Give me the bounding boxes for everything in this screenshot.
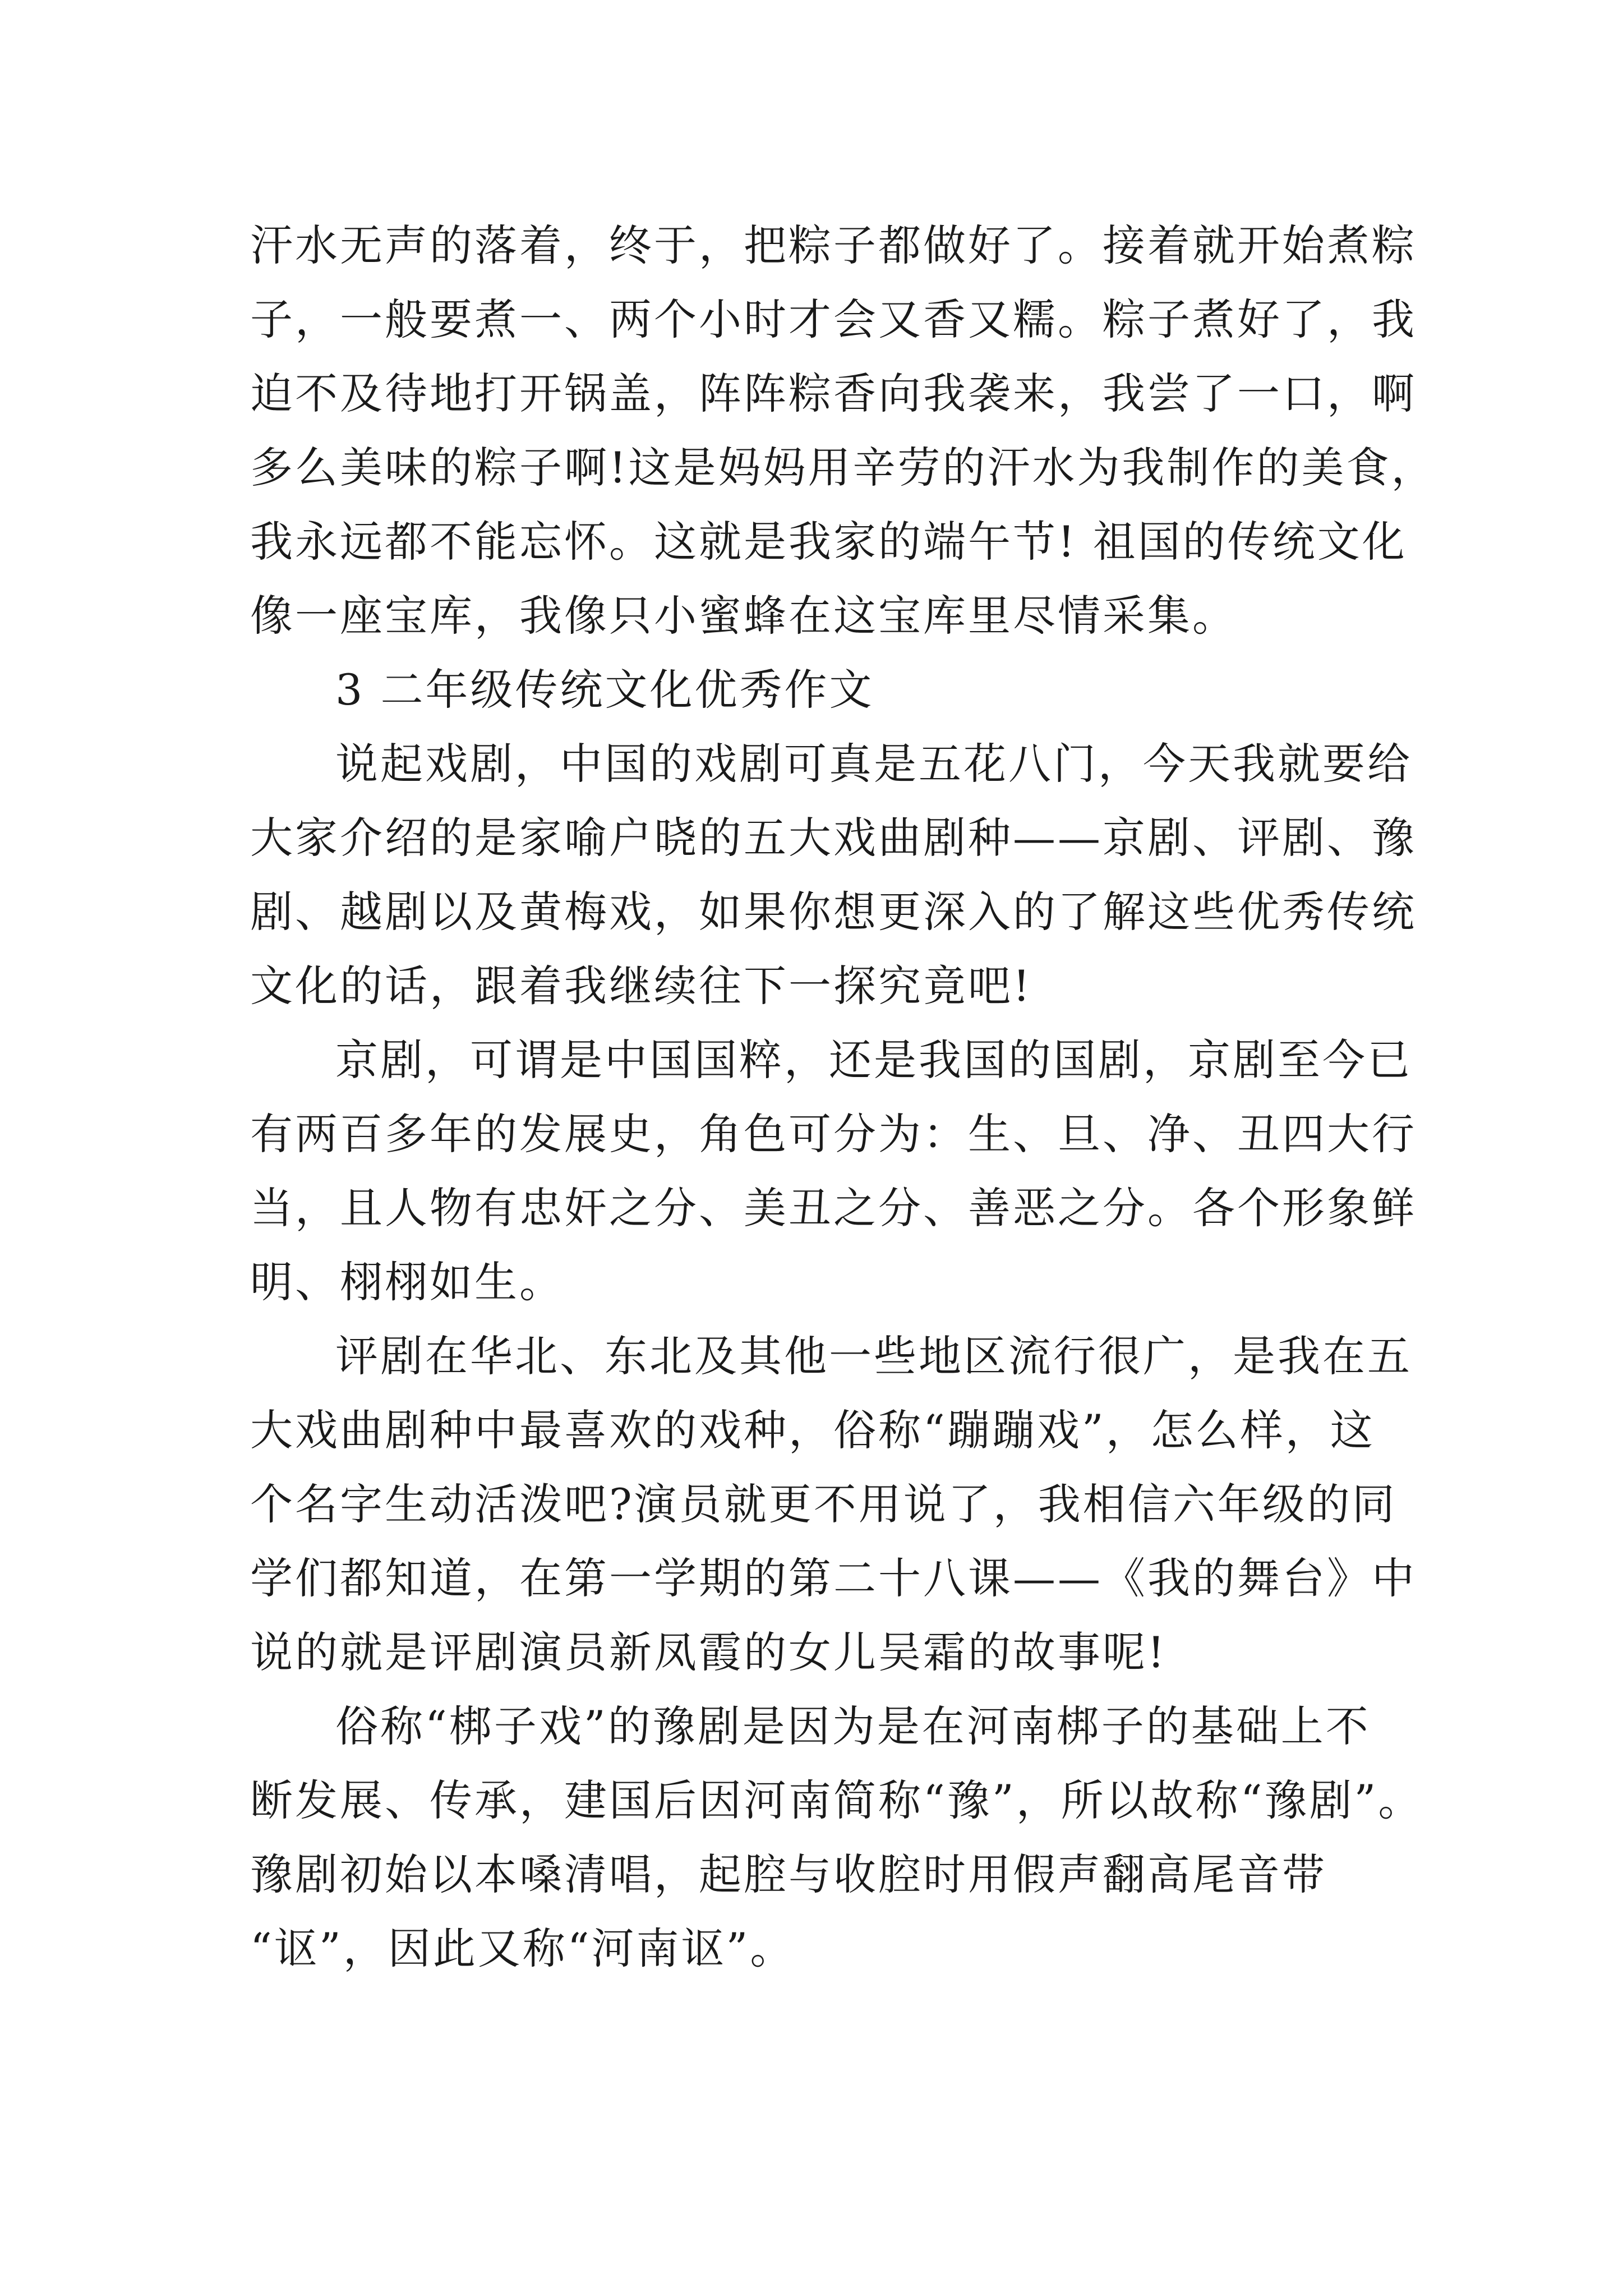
text-line: 像一座宝库，我像只小蜜蜂在这宝库里尽情采集。	[250, 591, 1237, 641]
paragraph-first-line: 评剧在华北、东北及其他一些地区流行很广，是我在五	[335, 1331, 1412, 1381]
text-line: 当，且人物有忠奸之分、美丑之分、善恶之分。各个形象鲜	[250, 1183, 1417, 1233]
text-line: 豫剧初始以本嗓清唱，起腔与收腔时用假声翻高尾音带	[250, 1849, 1327, 1899]
text-line: 说的就是评剧演员新凤霞的女儿吴霜的故事呢!	[250, 1627, 1167, 1677]
text-line: 明、栩栩如生。	[250, 1257, 564, 1307]
text-line: 学们都知道，在第一学期的第二十八课——《我的舞台》中	[250, 1553, 1417, 1603]
paragraph-first-line: 京剧，可谓是中国国粹，还是我国的国剧，京剧至今已	[335, 1035, 1412, 1085]
text-line: 个名字生动活泼吧?演员就更不用说了，我相信六年级的同	[250, 1479, 1397, 1529]
text-line: 多么美味的粽子啊!这是妈妈用辛劳的汗水为我制作的美食，	[250, 443, 1436, 493]
paragraph-first-line: 俗称“梆子戏”的豫剧是因为是在河南梆子的基础上不	[335, 1701, 1371, 1751]
text-line: 汗水无声的落着，终于，把粽子都做好了。接着就开始煮粽	[250, 220, 1417, 270]
paragraph-first-line: 说起戏剧，中国的戏剧可真是五花八门，今天我就要给	[335, 739, 1412, 789]
document-body	[250, 209, 1445, 1986]
text-line: 有两百多年的发展史，角色可分为：生、旦、净、丑四大行	[250, 1109, 1417, 1159]
text-line: 迫不及待地打开锅盖，阵阵粽香向我袭来，我尝了一口，啊	[250, 369, 1417, 418]
section-heading: 3 二年级传统文化优秀作文	[335, 665, 874, 715]
text-line: 大戏曲剧种中最喜欢的戏种，俗称“蹦蹦戏”，怎么样，这	[250, 1405, 1375, 1455]
text-line: 大家介绍的是家喻户晓的五大戏曲剧种——京剧、评剧、豫	[250, 813, 1417, 863]
text-line: 我永远都不能忘怀。这就是我家的端午节! 祖国的传统文化	[250, 517, 1407, 567]
text-line: 子，一般要煮一、两个小时才会又香又糯。粽子煮好了，我	[250, 295, 1417, 344]
text-line: “讴”，因此又称“河南讴”。	[250, 1924, 795, 1973]
text-line: 断发展、传承，建国后因河南简称“豫”，所以故称“豫剧”。	[250, 1775, 1423, 1825]
text-line: 文化的话，跟着我继续往下一探究竟吧!	[250, 961, 1032, 1011]
text-line: 剧、越剧以及黄梅戏，如果你想更深入的了解这些优秀传统	[250, 887, 1417, 937]
